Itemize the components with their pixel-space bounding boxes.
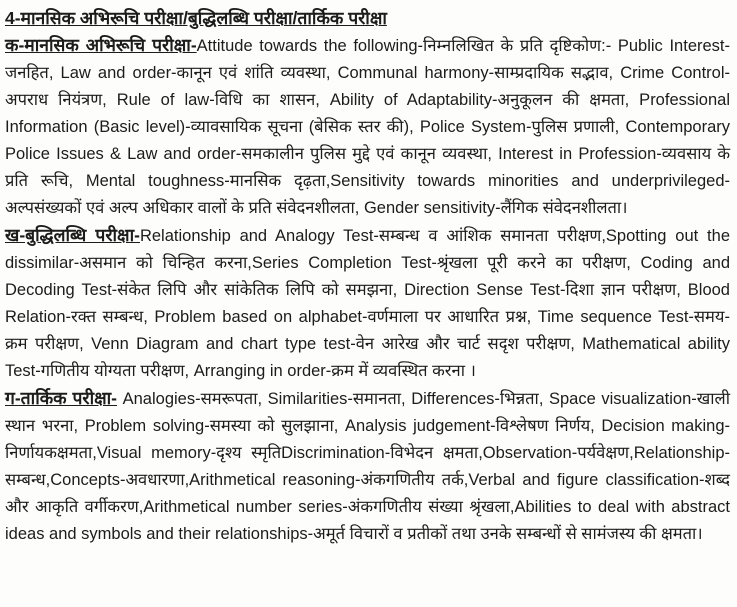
section-intelligence-test — [5, 222, 730, 385]
section-logical-test — [5, 385, 730, 548]
document-title: 4-मानसिक अभिरूचि परीक्षा/बुद्धिलब्धि परीक्षा/तार्किक परीक्षा — [5, 8, 387, 28]
section-mental-aptitude-heading: क-मानसिक अभिरूचि परीक्षा- — [5, 35, 197, 55]
section-intelligence-test-heading: ख-बुद्धिलब्धि परीक्षा- — [5, 225, 140, 245]
section-mental-aptitude — [5, 32, 730, 222]
section-logical-test-body: Analogies-समरूपता, Similarities-समानता, Differences-भिन्नता, Space visualization-खाली स्थान भरना, Problem solving-समस्या को सुलझाना, Analysis judgement-विश्लेषण निर्णय, Decision making-निर्णायकक्षमता,Visual memory-दृश्य स्मृतिDiscrimination-विभेदन क्षमता,Observation-पर्यवेक्षण,Relationship-सम्बन्ध,Concepts-अवधारणा,Arithmetical reasoning-अंकगणितीय तर्क,Verbal and figure classification-शब्द और आकृति वर्गीकरण,Arithmetical number series-अंकगणितीय संख्या श्रृंखला,Abilities to deal with abstract ideas and symbols and their relationships-अमूर्त विचारों व प्रतीकों तथा उनके सम्बन्धों से सामंजस्य की क्षमता। — [5, 390, 730, 543]
section-mental-aptitude-body: Attitude towards the following-निम्नलिखित के प्रति दृष्टिकोण:- Public Interest-जनहित, Law and order-कानून एवं शांति व्यवस्था, Communal harmony-साम्प्रदायिक सद्भाव, Crime Control-अपराध नियंत्रण, Rule of law-विधि का शासन, Ability of Adaptability-अनुकूलन की क्षमता, Professional Information (Basic level)-व्यावसायिक सूचना (बेसिक स्तर की), Police System-पुलिस प्रणाली, Contemporary Police Issues & Law and order-समकालीन पुलिस मुद्दे एवं कानून व्यवस्था, Interest in Profession-व्यवसाय के प्रति रूचि, Mental toughness-मानसिक दृढ़ता,Sensitivity towards minorities and underprivileged-अल्पसंख्यकों एवं अल्प अधिकार वालों के प्रति संवेदनशीलता, Gender sensitivity-लैंगिक संवेदनशीलता। — [5, 37, 730, 217]
section-logical-test-heading: ग-तार्किक परीक्षा- — [5, 388, 118, 408]
section-intelligence-test-body: Relationship and Analogy Test-सम्बन्ध व आंशिक समानता परीक्षण,Spotting out the dissimilar-असमान को चिन्हित करना,Series Completion Test-श्रृंखला पूरी करने का परीक्षण, Coding and Decoding Test-संकेत लिपि और सांकेतिक लिपि को समझना, Direction Sense Test-दिशा ज्ञान परीक्षण, Blood Relation-रक्त सम्बन्ध, Problem based on alphabet-वर्णमाला पर आधारित प्रश्न, Time sequence Test-समय-क्रम परीक्षण, Venn Diagram and chart type test-वेन आरेख और चार्ट सदृश परीक्षण, Mathematical ability Test-गणितीय योग्यता परीक्षण, Arranging in order-क्रम में व्यवस्थित करना । — [5, 227, 730, 380]
